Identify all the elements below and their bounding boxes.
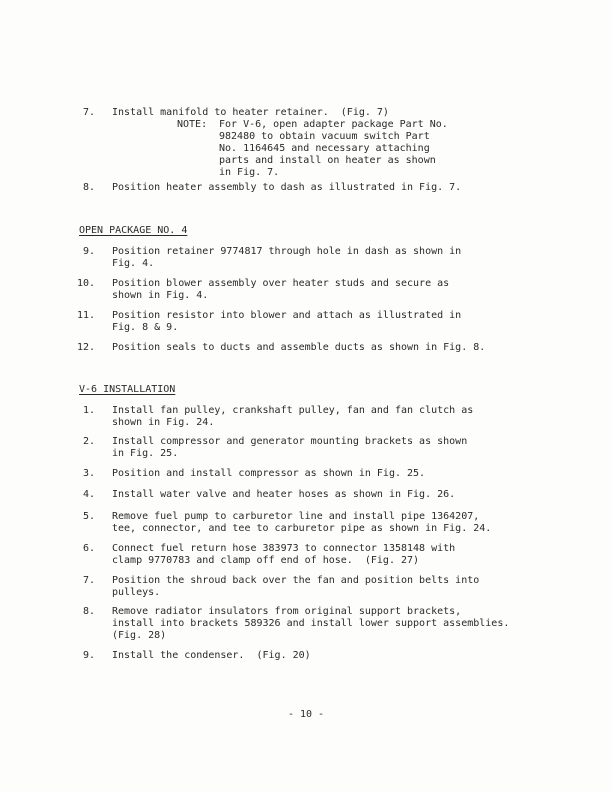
- item-text: Install compressor and generator mounting brackets as shown in Fig. 25.: [112, 436, 468, 459]
- item-number: 9.: [82, 246, 95, 257]
- item-number: 7.: [82, 107, 95, 118]
- item-text: Remove radiator insulators from original support brackets, install into brackets 589326 and install lower support assemblies. (Fig. 28): [112, 606, 510, 641]
- item-number: 7.: [82, 575, 95, 586]
- item-text: Position heater assembly to dash as illustrated in Fig. 7.: [112, 182, 462, 193]
- note-text: For V-6, open adapter package Part No. 982480 to obtain vacuum switch Part No. 1164645 and necessary attaching parts and install on heater as shown in Fig. 7.: [219, 119, 448, 178]
- item-text: Remove fuel pump to carburetor line and install pipe 1364207, tee, connector, and tee to carburetor pipe as shown in Fig. 24.: [112, 511, 492, 534]
- item-text: Position resistor into blower and attach as illustrated in Fig. 8 & 9.: [112, 310, 462, 333]
- item-number: 8.: [82, 606, 95, 617]
- item-text: Install manifold to heater retainer. (Fig. 7): [112, 107, 389, 118]
- item-text: Install fan pulley, crankshaft pulley, fan and fan clutch as shown in Fig. 24.: [112, 405, 474, 428]
- note-label: NOTE:: [177, 119, 208, 130]
- item-text: Position seals to ducts and assemble ducts as shown in Fig. 8.: [112, 342, 486, 353]
- item-number: 3.: [82, 468, 95, 479]
- page-number: - 10 -: [287, 709, 325, 720]
- item-number: 9.: [82, 650, 95, 661]
- item-text: Position the shroud back over the fan and position belts into pulleys.: [112, 575, 480, 598]
- section-heading: OPEN PACKAGE NO. 4: [79, 225, 188, 236]
- item-number: 1.: [82, 405, 95, 416]
- item-text: Install water valve and heater hoses as shown in Fig. 26.: [112, 489, 456, 500]
- item-text: Position and install compressor as shown in Fig. 25.: [112, 468, 426, 479]
- item-number: 4.: [82, 489, 95, 500]
- item-number: 6.: [82, 543, 95, 554]
- item-number: 5.: [82, 511, 95, 522]
- item-number: 12.: [76, 342, 95, 353]
- section-heading: V-6 INSTALLATION: [79, 384, 176, 395]
- item-text: Position retainer 9774817 through hole in dash as shown in Fig. 4.: [112, 246, 462, 269]
- item-text: Connect fuel return hose 383973 to connector 1358148 with clamp 9770783 and clamp off end of hose. (Fig. 27): [112, 543, 456, 566]
- item-number: 2.: [82, 436, 95, 447]
- item-text: Install the condenser. (Fig. 20): [112, 650, 311, 661]
- item-number: 10.: [76, 278, 95, 289]
- item-number: 8.: [82, 182, 95, 193]
- item-text: Position blower assembly over heater studs and secure as shown in Fig. 4.: [112, 278, 450, 301]
- item-number: 11.: [76, 310, 95, 321]
